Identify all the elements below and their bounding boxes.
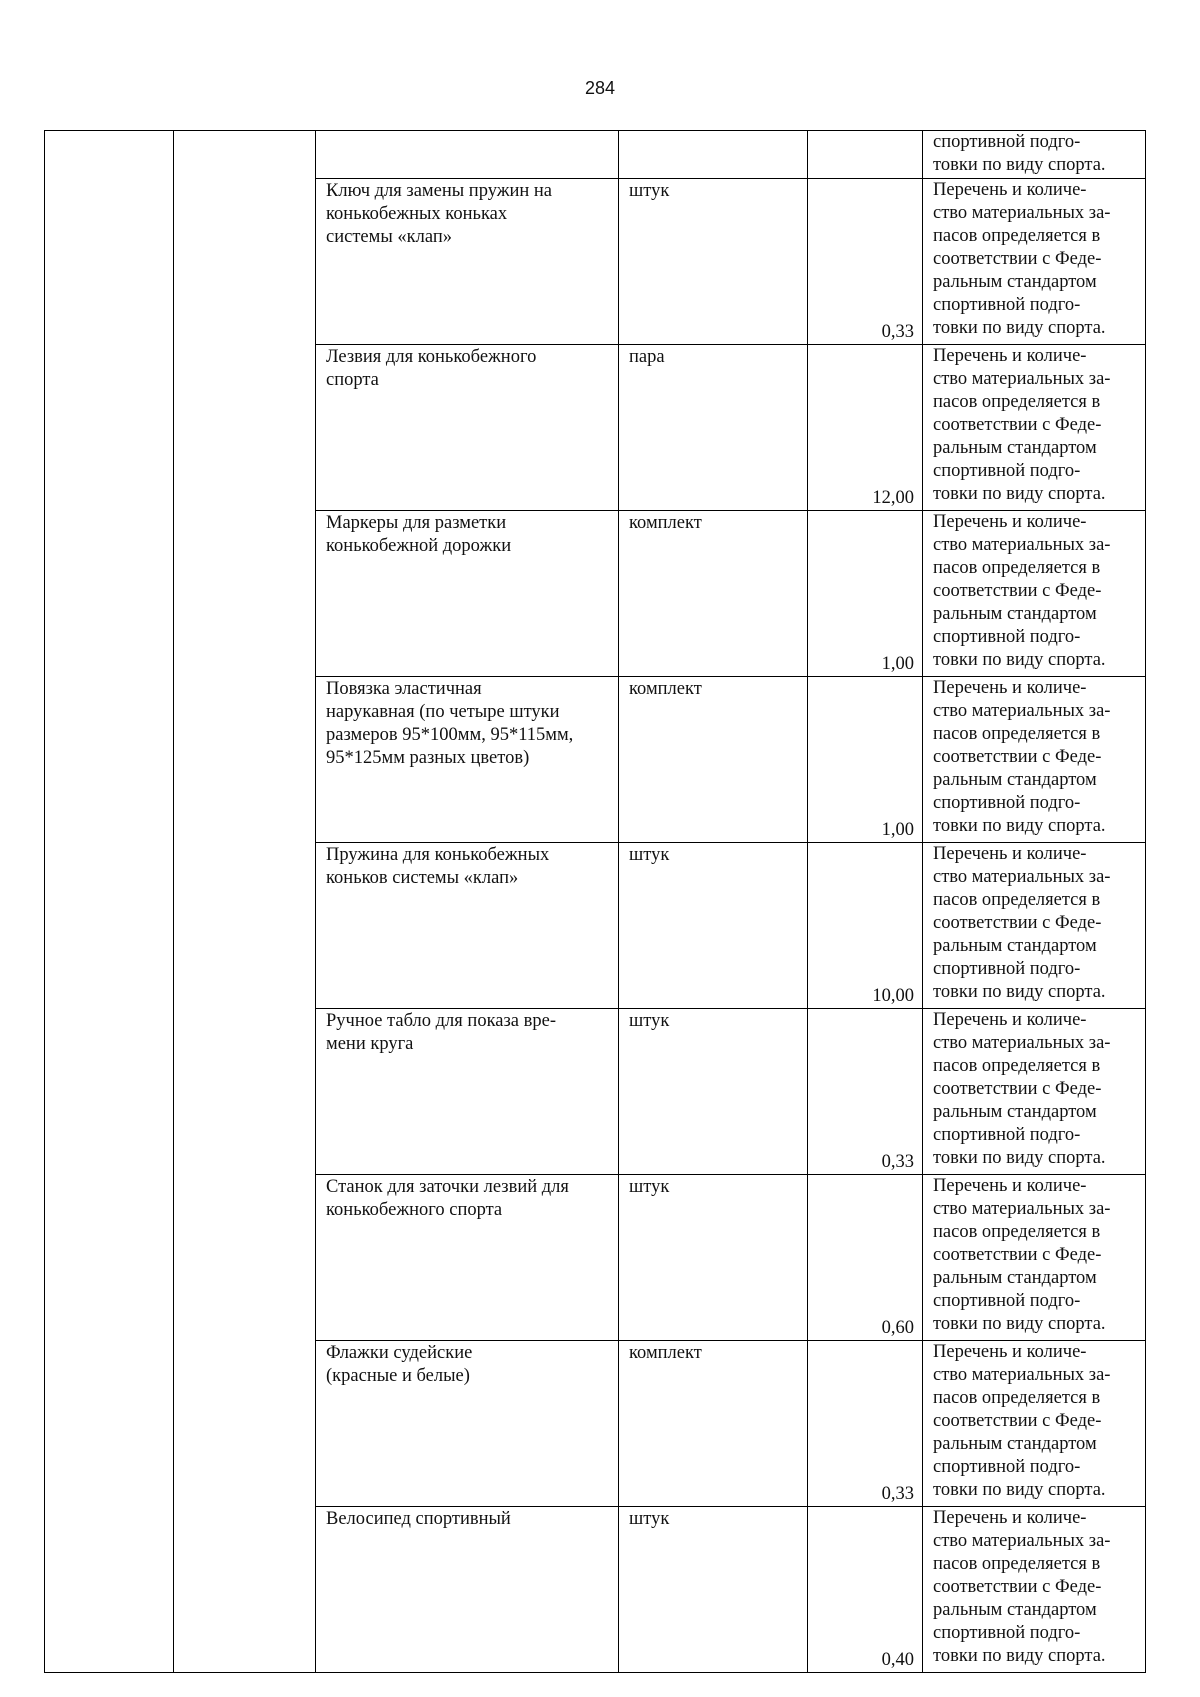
item-unit-cell: штук [619, 1009, 808, 1175]
item-quantity-cell: 1,00 [808, 511, 923, 677]
item-quantity-cell: 0,33 [808, 1341, 923, 1507]
item-quantity-cell: 1,00 [808, 677, 923, 843]
item-note-cell: Перечень и количе- ство материальных за- пасов определяется в соответствии с Феде- ральным стандартом спортивной подго- товки по виду спорта. [923, 179, 1146, 345]
equipment-table-body [45, 131, 1146, 1673]
item-name: Велосипед спортивный [326, 1509, 511, 1529]
item-unit-cell: комплект [619, 1341, 808, 1507]
item-name: Маркеры для разметки конькобежной дорожки [326, 513, 512, 556]
item-quantity-cell: 12,00 [808, 345, 923, 511]
table-row-continued [45, 131, 1146, 179]
item-unit-cell: штук [619, 179, 808, 345]
item-name: Флажки судейские (красные и белые) [326, 1343, 473, 1386]
item-unit-cell: штук [619, 1175, 808, 1341]
item-note-cell: Перечень и количе- ство материальных за- пасов определяется в соответствии с Феде- ральным стандартом спортивной подго- товки по виду спорта. [923, 345, 1146, 511]
note-cell: спортивной подго- товки по виду спорта. [923, 131, 1146, 179]
item-name-cell [316, 345, 619, 511]
item-name-cell [316, 1175, 619, 1341]
item-name-cell [316, 1341, 619, 1507]
item-note-cell: Перечень и количе- ство материальных за- пасов определяется в соответствии с Феде- ральным стандартом спортивной подго- товки по виду спорта. [923, 843, 1146, 1009]
item-name-cell [316, 511, 619, 677]
item-name: Пружина для конькобежных коньков системы «клап» [326, 845, 550, 888]
item-name-cell [316, 843, 619, 1009]
unit-cell-empty [619, 131, 808, 179]
item-unit-cell: комплект [619, 511, 808, 677]
name-cell-empty [316, 131, 619, 179]
item-name: Повязка эластичная нарукавная (по четыре штуки размеров 95*100мм, 95*115мм, 95*125мм разных цветов) [326, 679, 574, 768]
item-note-cell: Перечень и количе- ство материальных за- пасов определяется в соответствии с Феде- ральным стандартом спортивной подго- товки по виду спорта. [923, 1175, 1146, 1341]
item-quantity-cell: 0,33 [808, 1009, 923, 1175]
item-quantity-cell: 10,00 [808, 843, 923, 1009]
item-unit-cell: штук [619, 843, 808, 1009]
merged-cell-col1 [45, 131, 174, 1673]
item-quantity-cell: 0,40 [808, 1507, 923, 1673]
item-name-cell [316, 179, 619, 345]
item-name: Лезвия для конькобежного спорта [326, 347, 537, 390]
item-name-cell [316, 1507, 619, 1673]
item-quantity-cell: 0,33 [808, 179, 923, 345]
item-note-cell: Перечень и количе- ство материальных за- пасов определяется в соответствии с Феде- ральным стандартом спортивной подго- товки по виду спорта. [923, 511, 1146, 677]
item-note-cell: Перечень и количе- ство материальных за- пасов определяется в соответствии с Феде- ральным стандартом спортивной подго- товки по виду спорта. [923, 1009, 1146, 1175]
item-note-cell: Перечень и количе- ство материальных за- пасов определяется в соответствии с Феде- ральным стандартом спортивной подго- товки по виду спорта. [923, 1341, 1146, 1507]
item-name-cell [316, 677, 619, 843]
item-name: Станок для заточки лезвий для конькобежного спорта [326, 1177, 569, 1220]
item-name: Ключ для замены пружин на конькобежных коньках системы «клап» [326, 181, 553, 247]
item-note-cell: Перечень и количе- ство материальных за- пасов определяется в соответствии с Феде- ральным стандартом спортивной подго- товки по виду спорта. [923, 677, 1146, 843]
item-quantity-cell: 0,60 [808, 1175, 923, 1341]
item-note-cell: Перечень и количе- ство материальных за- пасов определяется в соответствии с Феде- ральным стандартом спортивной подго- товки по виду спорта. [923, 1507, 1146, 1673]
item-name: Ручное табло для показа вре- мени круга [326, 1011, 556, 1054]
page-number: 284 [584, 78, 616, 98]
item-unit-cell: пара [619, 345, 808, 511]
item-name-cell [316, 1009, 619, 1175]
equipment-table [44, 130, 1146, 1673]
item-unit-cell: комплект [619, 677, 808, 843]
item-unit-cell: штук [619, 1507, 808, 1673]
merged-cell-col2 [174, 131, 316, 1673]
quantity-cell-empty [808, 131, 923, 179]
